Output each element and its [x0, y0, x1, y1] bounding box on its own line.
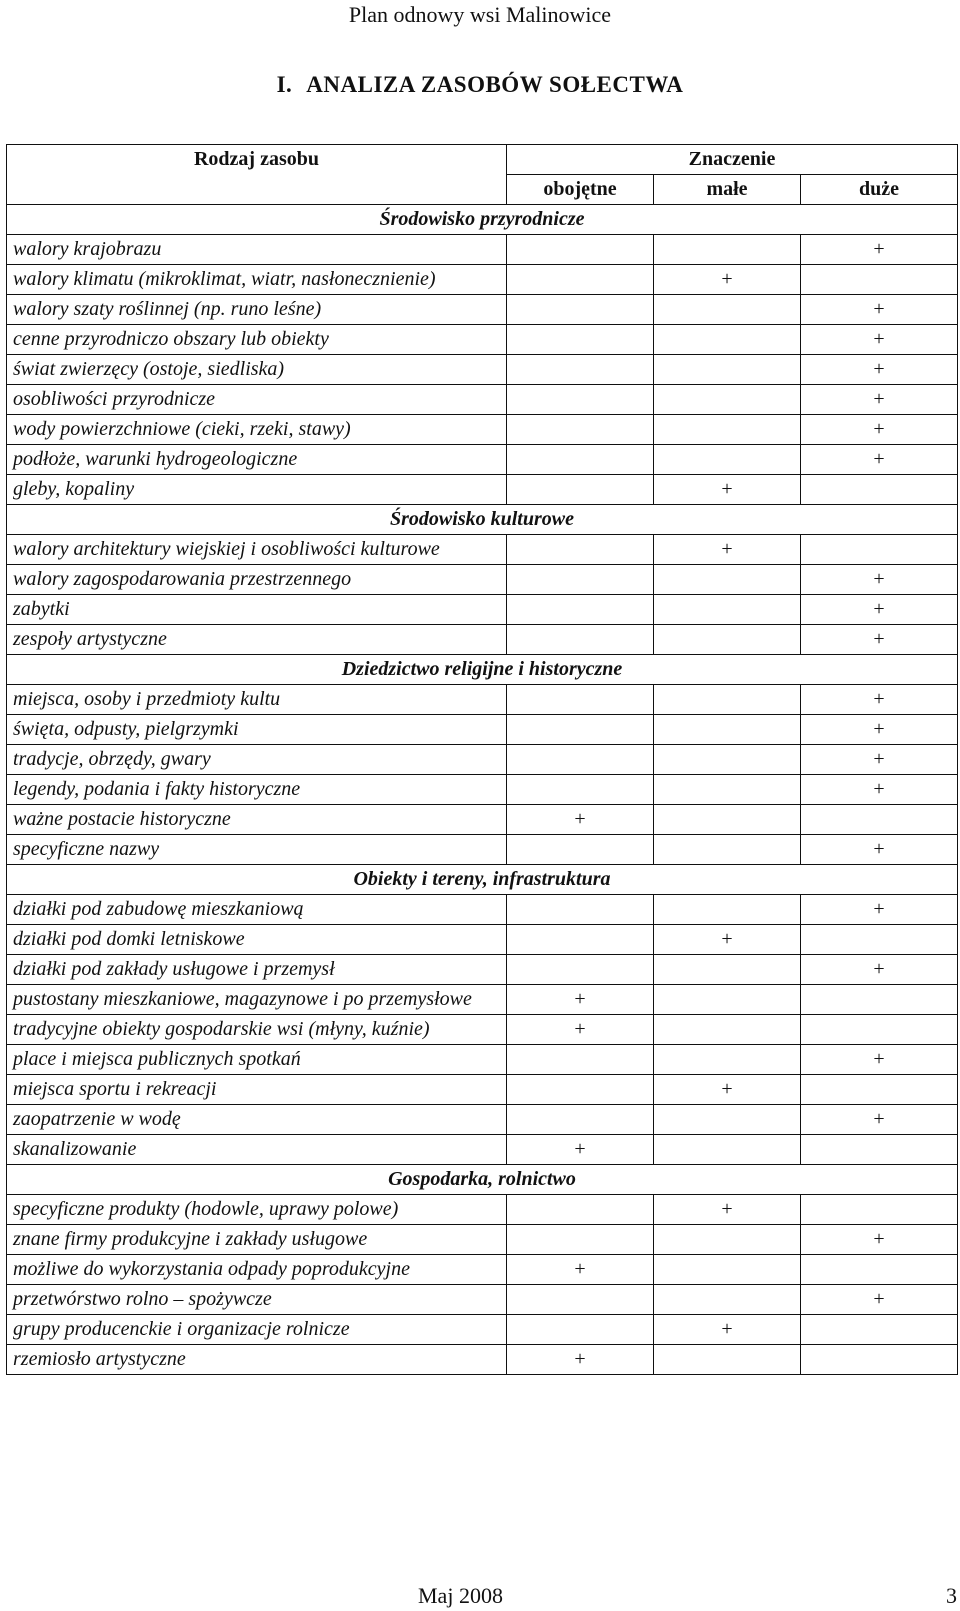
table-row — [7, 985, 958, 1015]
table-row — [7, 805, 958, 835]
significance-cell — [654, 625, 801, 655]
resource-name-cell: walory szaty roślinnej (np. runo leśne) — [7, 295, 507, 325]
table-row — [7, 235, 958, 265]
significance-mark: + — [507, 1345, 654, 1375]
significance-mark: + — [801, 1105, 958, 1135]
significance-mark: + — [507, 1015, 654, 1045]
page-header-title: Plan odnowy wsi Malinowice — [348, 2, 612, 27]
resource-name-cell: skanalizowanie — [7, 1135, 507, 1165]
table-row — [7, 1345, 958, 1375]
significance-mark: + — [654, 1195, 801, 1225]
table-row — [7, 1225, 958, 1255]
resource-name-cell: działki pod domki letniskowe — [7, 925, 507, 955]
significance-cell — [507, 925, 654, 955]
significance-cell — [507, 1045, 654, 1075]
significance-mark: + — [801, 1285, 958, 1315]
group-header-row — [7, 1165, 958, 1195]
column-header-significance: Znaczenie — [507, 145, 958, 175]
significance-cell — [507, 295, 654, 325]
significance-mark: + — [801, 445, 958, 475]
significance-mark: + — [507, 985, 654, 1015]
table-body — [7, 145, 958, 1375]
significance-cell — [507, 835, 654, 865]
significance-mark: + — [801, 565, 958, 595]
significance-cell — [654, 1255, 801, 1285]
resource-name-cell: gleby, kopaliny — [7, 475, 507, 505]
significance-cell — [654, 445, 801, 475]
significance-mark: + — [507, 1255, 654, 1285]
significance-cell — [654, 835, 801, 865]
table-row — [7, 595, 958, 625]
significance-cell — [654, 805, 801, 835]
resource-name-cell: zaopatrzenie w wodę — [7, 1105, 507, 1135]
table-row — [7, 1285, 958, 1315]
resource-name-cell: cenne przyrodniczo obszary lub obiekty — [7, 325, 507, 355]
significance-cell — [654, 1345, 801, 1375]
significance-cell — [507, 445, 654, 475]
significance-cell — [507, 385, 654, 415]
significance-cell — [801, 1015, 958, 1045]
table-row — [7, 295, 958, 325]
group-title: Środowisko kulturowe — [7, 505, 958, 535]
section-heading — [0, 72, 960, 98]
table-row — [7, 745, 958, 775]
significance-cell — [801, 985, 958, 1015]
resource-name-cell: wody powierzchniowe (cieki, rzeki, stawy) — [7, 415, 507, 445]
significance-mark: + — [801, 325, 958, 355]
table-row — [7, 1195, 958, 1225]
resource-name-cell: walory krajobrazu — [7, 235, 507, 265]
significance-cell — [507, 1285, 654, 1315]
resource-name-cell: miejsca, osoby i przedmioty kultu — [7, 685, 507, 715]
significance-cell — [801, 1075, 958, 1105]
significance-cell — [654, 355, 801, 385]
significance-cell — [507, 415, 654, 445]
table-row — [7, 325, 958, 355]
significance-cell — [507, 325, 654, 355]
significance-mark: + — [801, 595, 958, 625]
significance-cell — [654, 1105, 801, 1135]
table-row — [7, 1045, 958, 1075]
significance-cell — [654, 685, 801, 715]
table-row — [7, 685, 958, 715]
table-row — [7, 955, 958, 985]
significance-mark: + — [801, 235, 958, 265]
significance-cell — [801, 535, 958, 565]
column-header-level-neutral: obojętne — [507, 175, 654, 205]
significance-mark: + — [654, 925, 801, 955]
group-header-row — [7, 505, 958, 535]
table-row — [7, 625, 958, 655]
significance-mark: + — [507, 1135, 654, 1165]
resource-name-cell: święta, odpusty, pielgrzymki — [7, 715, 507, 745]
significance-cell — [654, 895, 801, 925]
significance-mark: + — [801, 625, 958, 655]
significance-cell — [801, 925, 958, 955]
significance-cell — [801, 1255, 958, 1285]
column-header-level-large: duże — [801, 175, 958, 205]
significance-cell — [507, 895, 654, 925]
group-title: Gospodarka, rolnictwo — [7, 1165, 958, 1195]
resource-name-cell: tradycje, obrzędy, gwary — [7, 745, 507, 775]
table-row — [7, 415, 958, 445]
table-row — [7, 1075, 958, 1105]
significance-mark: + — [801, 835, 958, 865]
significance-cell — [801, 1315, 958, 1345]
significance-cell — [654, 715, 801, 745]
resource-name-cell: zabytki — [7, 595, 507, 625]
significance-cell — [507, 595, 654, 625]
resource-name-cell: specyficzne nazwy — [7, 835, 507, 865]
table-row — [7, 265, 958, 295]
significance-mark: + — [654, 535, 801, 565]
resource-name-cell: podłoże, warunki hydrogeologiczne — [7, 445, 507, 475]
significance-cell — [507, 1105, 654, 1135]
significance-cell — [507, 265, 654, 295]
resource-name-cell: działki pod zakłady usługowe i przemysł — [7, 955, 507, 985]
significance-cell — [507, 355, 654, 385]
table-row — [7, 1015, 958, 1045]
significance-cell — [801, 1135, 958, 1165]
significance-mark: + — [801, 1225, 958, 1255]
significance-mark: + — [801, 415, 958, 445]
significance-cell — [507, 775, 654, 805]
resource-name-cell: świat zwierzęcy (ostoje, siedliska) — [7, 355, 507, 385]
table-row — [7, 475, 958, 505]
significance-mark: + — [801, 715, 958, 745]
significance-mark: + — [801, 685, 958, 715]
significance-cell — [507, 1315, 654, 1345]
resource-name-cell: możliwe do wykorzystania odpady poprodukcyjne — [7, 1255, 507, 1285]
significance-mark: + — [801, 895, 958, 925]
table-row — [7, 925, 958, 955]
resource-name-cell: specyficzne produkty (hodowle, uprawy polowe) — [7, 1195, 507, 1225]
significance-mark: + — [507, 805, 654, 835]
resource-name-cell: walory zagospodarowania przestrzennego — [7, 565, 507, 595]
significance-cell — [654, 985, 801, 1015]
table-row — [7, 445, 958, 475]
resource-analysis-table — [6, 144, 958, 1375]
significance-cell — [654, 1225, 801, 1255]
significance-cell — [654, 415, 801, 445]
significance-cell — [654, 1015, 801, 1045]
significance-mark: + — [801, 1045, 958, 1075]
significance-cell — [801, 265, 958, 295]
section-title: ANALIZA ZASOBÓW SOŁECTWA — [306, 72, 684, 97]
table-row — [7, 1315, 958, 1345]
group-title: Dziedzictwo religijne i historyczne — [7, 655, 958, 685]
table-row — [7, 775, 958, 805]
table-row — [7, 715, 958, 745]
significance-mark: + — [801, 295, 958, 325]
significance-cell — [801, 475, 958, 505]
resource-name-cell: pustostany mieszkaniowe, magazynowe i po przemysłowe — [7, 985, 507, 1015]
column-header-resource: Rodzaj zasobu — [7, 145, 507, 205]
resource-name-cell: ważne postacie historyczne — [7, 805, 507, 835]
resource-name-cell: rzemiosło artystyczne — [7, 1345, 507, 1375]
significance-mark: + — [801, 955, 958, 985]
significance-cell — [801, 805, 958, 835]
resource-name-cell: grupy producenckie i organizacje rolnicze — [7, 1315, 507, 1345]
significance-cell — [801, 1195, 958, 1225]
significance-mark: + — [654, 1075, 801, 1105]
table-row — [7, 385, 958, 415]
footer-page-number: 3 — [946, 1583, 957, 1608]
significance-cell — [654, 565, 801, 595]
significance-cell — [654, 745, 801, 775]
significance-cell — [654, 1285, 801, 1315]
significance-cell — [654, 775, 801, 805]
significance-cell — [507, 1195, 654, 1225]
significance-cell — [801, 1345, 958, 1375]
significance-cell — [654, 955, 801, 985]
significance-cell — [507, 565, 654, 595]
significance-cell — [654, 1135, 801, 1165]
significance-mark: + — [654, 265, 801, 295]
significance-mark: + — [801, 385, 958, 415]
resource-name-cell: miejsca sportu i rekreacji — [7, 1075, 507, 1105]
table-row — [7, 565, 958, 595]
section-number: I. — [276, 72, 293, 97]
significance-cell — [507, 625, 654, 655]
significance-mark: + — [654, 475, 801, 505]
table-row — [7, 355, 958, 385]
significance-cell — [507, 745, 654, 775]
significance-cell — [507, 235, 654, 265]
resource-name-cell: osobliwości przyrodnicze — [7, 385, 507, 415]
significance-cell — [507, 715, 654, 745]
significance-mark: + — [654, 1315, 801, 1345]
resource-name-cell: tradycyjne obiekty gospodarskie wsi (młyny, kuźnie) — [7, 1015, 507, 1045]
significance-mark: + — [801, 745, 958, 775]
significance-cell — [507, 475, 654, 505]
group-header-row — [7, 205, 958, 235]
group-title: Obiekty i tereny, infrastruktura — [7, 865, 958, 895]
table-row — [7, 535, 958, 565]
significance-cell — [507, 535, 654, 565]
significance-cell — [654, 385, 801, 415]
significance-cell — [507, 1225, 654, 1255]
significance-cell — [654, 1045, 801, 1075]
table-row — [7, 835, 958, 865]
significance-cell — [507, 685, 654, 715]
resource-name-cell: walory architektury wiejskiej i osobliwości kulturowe — [7, 535, 507, 565]
column-header-level-small: małe — [654, 175, 801, 205]
table-row — [7, 895, 958, 925]
resource-name-cell: zespoły artystyczne — [7, 625, 507, 655]
significance-cell — [507, 1075, 654, 1105]
table-row — [7, 1105, 958, 1135]
resource-name-cell: legendy, podania i fakty historyczne — [7, 775, 507, 805]
resource-name-cell: działki pod zabudowę mieszkaniową — [7, 895, 507, 925]
significance-cell — [654, 235, 801, 265]
group-title: Środowisko przyrodnicze — [7, 205, 958, 235]
footer-date: Maj 2008 — [418, 1583, 503, 1608]
table-row — [7, 1135, 958, 1165]
table-header-row — [7, 145, 958, 175]
significance-mark: + — [801, 355, 958, 385]
resource-name-cell: walory klimatu (mikroklimat, wiatr, nasłonecznienie) — [7, 265, 507, 295]
significance-mark: + — [801, 775, 958, 805]
group-header-row — [7, 865, 958, 895]
table-row — [7, 1255, 958, 1285]
significance-cell — [654, 325, 801, 355]
significance-cell — [507, 955, 654, 985]
significance-cell — [654, 295, 801, 325]
significance-cell — [654, 595, 801, 625]
group-header-row — [7, 655, 958, 685]
resource-name-cell: znane firmy produkcyjne i zakłady usługowe — [7, 1225, 507, 1255]
resource-name-cell: przetwórstwo rolno – spożywcze — [7, 1285, 507, 1315]
resource-name-cell: place i miejsca publicznych spotkań — [7, 1045, 507, 1075]
